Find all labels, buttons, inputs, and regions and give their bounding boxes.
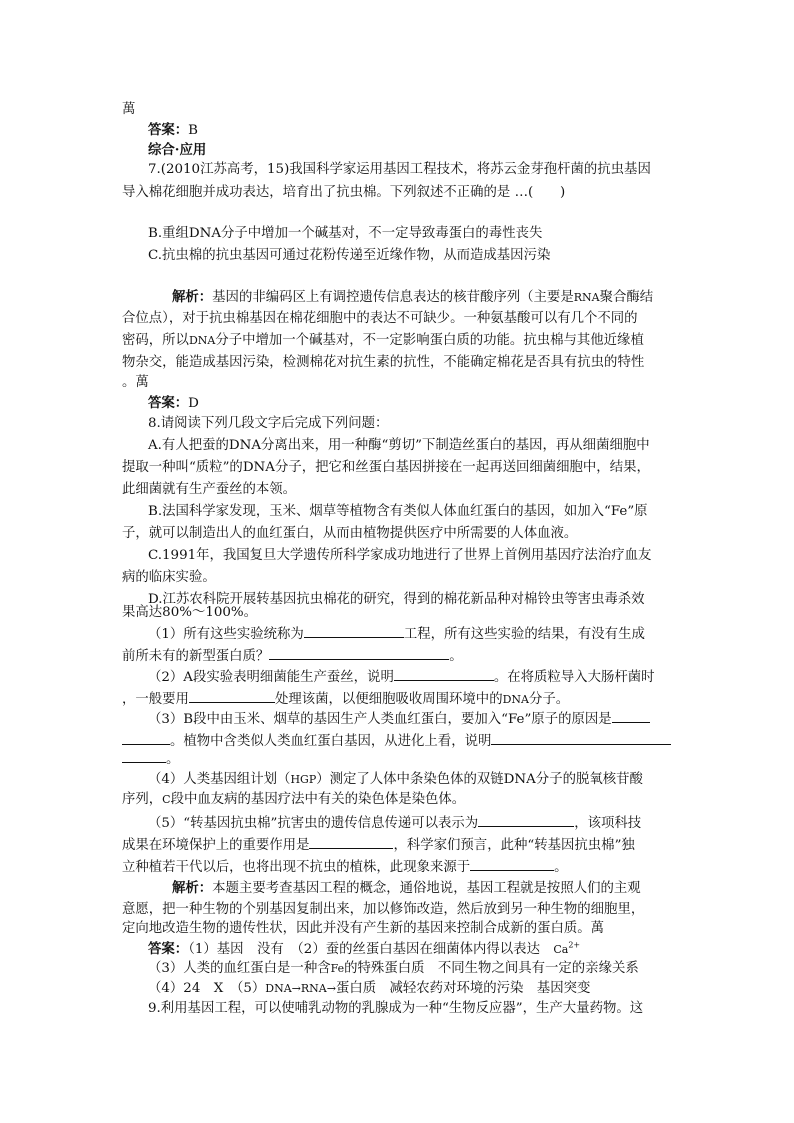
analysis-7-line-1: 解析：基因的非编码区上有调控遗传信息表达的核苷酸序列（主要是RNA聚合酶结 — [172, 289, 654, 305]
para-c-line-1: C.1991年，我国复旦大学遗传所科学家成功地进行了世界上首例用基因疗法治疗血友 — [148, 548, 652, 563]
para-a-line-2: 提取一种叫“质粒”的DNA分子，把它和丝蛋白基因拼接在一起再送回细菌细胞中，结果， — [122, 460, 650, 475]
para-a-line-3: 此细菌就有生产蚕丝的本领。 — [122, 482, 297, 497]
blank-field — [612, 708, 650, 723]
answer-7: 答案：D — [148, 395, 199, 411]
q8-part-3-line-2: 。植物中含类似人类血红蛋白基因，从进化上看，说明 — [122, 730, 671, 750]
para-c-line-2: 病的临床实验。 — [122, 570, 216, 585]
analysis-7-line-2: 合位点），对于抗虫棉基因在棉花细胞中的表达不可缺少。一种氨基酸可以有几个不同的 — [122, 311, 638, 326]
blank-field — [394, 666, 494, 681]
option-c: C.抗虫棉的抗虫基因可通过花粉传递至近缘作物，从而造成基因污染 — [148, 248, 551, 263]
blank-field — [478, 812, 574, 827]
answer-8-line-3: （4）24 X （5）DNA→RNA→蛋白质 减轻农药对环境的污染 基因突变 — [148, 981, 591, 996]
analysis-8-line-2: 意愿，把一种生物的个别基因复制出来，加以修饰改造，然后放到另一种生物的细胞里， — [122, 902, 645, 917]
blank-field — [304, 623, 404, 638]
para-b-line-2: 子，就可以制造出人的血红蛋白，从而由植物提供医疗中所需要的人体血液。 — [122, 526, 578, 541]
blank-field — [122, 748, 166, 763]
q8-part-4-line-1: （4）人类基因组计划（HGP）测定了人体中条染色体的双链DNA分子的脱氧核苷酸 — [148, 772, 643, 787]
q8-part-5-line-2: 成果在环境保护上的重要作用是 ，科学家们预言，此种“转基因抗虫棉”独 — [122, 834, 635, 854]
option-b: B.重组DNA分子中增加一个碱基对，不一定导致毒蛋白的毒性丧失 — [148, 226, 543, 241]
stray-char: 萬 — [122, 102, 136, 117]
analysis-7-line-3: 密码，所以DNA分子中增加一个碱基对，不一定影响蛋白质的功能。抗虫棉与其他近缘植 — [122, 333, 644, 348]
question-7-line-2: 导入棉花细胞并成功表达，培育出了抗虫棉。下列叙述不正确的是 …( ) — [122, 185, 566, 200]
section-heading: 综合·应用 — [148, 142, 207, 158]
analysis-8-line-1: 解析：本题主要考查基因工程的概念，通俗地说，基因工程就是按照人们的主观 — [172, 880, 641, 896]
q8-part-1-line-1: （1）所有这些实验统称为 工程，所有这些实验的结果，有没有生成 — [148, 623, 645, 643]
question-7-line-1: 7.(2010江苏高考，15)我国科学家运用基因工程技术，将苏云金芽孢杆菌的抗虫基因 — [148, 162, 651, 177]
blank-field — [189, 688, 275, 703]
analysis-7-line-5: 。萬 — [122, 375, 149, 390]
q8-part-3-line-1: （3）B段中由玉米、烟草的基因生产人类血红蛋白，要加入“Fe”原子的原因是 — [148, 708, 650, 728]
question-9-line-1: 9.利用基因工程，可以使哺乳动物的乳腺成为一种“生物反应器”，生产大量药物。这 — [148, 1001, 644, 1016]
answer-8-line-2: （3）人类的血红蛋白是一种含Fe的特殊蛋白质 不同生物之间具有一定的亲缘关系 — [148, 961, 639, 976]
para-d-line-2: 果高达80%～100%。 — [122, 605, 257, 620]
q8-part-4-line-2: 序列，C段中血友病的基因疗法中有关的染色体是染色体。 — [122, 792, 466, 807]
para-d-line-1: D.江苏农科院开展转基因抗虫棉花的研究，得到的棉花新品种对棉铃虫等害虫毒杀效 — [148, 592, 645, 607]
blank-field — [122, 730, 170, 745]
blank-field — [269, 645, 449, 660]
q8-part-5-line-3: 立种植若干代以后，也将出现不抗虫的植株，此现象来源于 。 — [122, 856, 568, 876]
answer-8-line-1: 答案：（1）基因 没有 （2）蚕的丝蛋白基因在细菌体内得以表达 $Ca^{2+}$ — [148, 940, 581, 957]
q8-part-1-line-2: 前所未有的新型蛋白质？ 。 — [122, 645, 463, 665]
para-b-line-1: B.法国科学家发现，玉米、烟草等植物含有类似人体血红蛋白的基因，如加入“Fe”原 — [148, 504, 648, 519]
q8-part-2-line-1: （2）A段实验表明细菌能生产蚕丝，说明 。在将质粒导入大肠杆菌时 — [148, 666, 655, 686]
question-8-intro: 8.请阅读下列几段文字后完成下列问题： — [148, 416, 389, 431]
answer-line: 答案：B — [148, 122, 199, 138]
para-a-line-1: A.有人把蚕的DNA分离出来，用一种酶“剪切”下制造丝蛋白的基因，再从细菌细胞中 — [148, 438, 650, 453]
blank-field — [491, 730, 671, 745]
q8-part-2-line-2: ，一般要用 处理该菌，以便细胞吸收周围环境中的DNA分子。 — [122, 688, 569, 708]
q8-part-5-line-1: （5）“转基因抗虫棉”抗害虫的遗传信息传递可以表示为 ，该项科技 — [148, 812, 641, 832]
blank-field — [309, 834, 393, 849]
analysis-8-line-3: 定向地改造生物的遗传性状，因此并没有产生新的基因来控制合成新的蛋白质。萬 — [122, 921, 605, 936]
analysis-7-line-4: 物杂交，能造成基因污染，检测棉花对抗生素的抗性，不能确定棉花是否具有抗虫的特性 — [122, 355, 645, 370]
q8-part-3-line-3: 。 — [122, 748, 179, 768]
blank-field — [470, 856, 554, 871]
